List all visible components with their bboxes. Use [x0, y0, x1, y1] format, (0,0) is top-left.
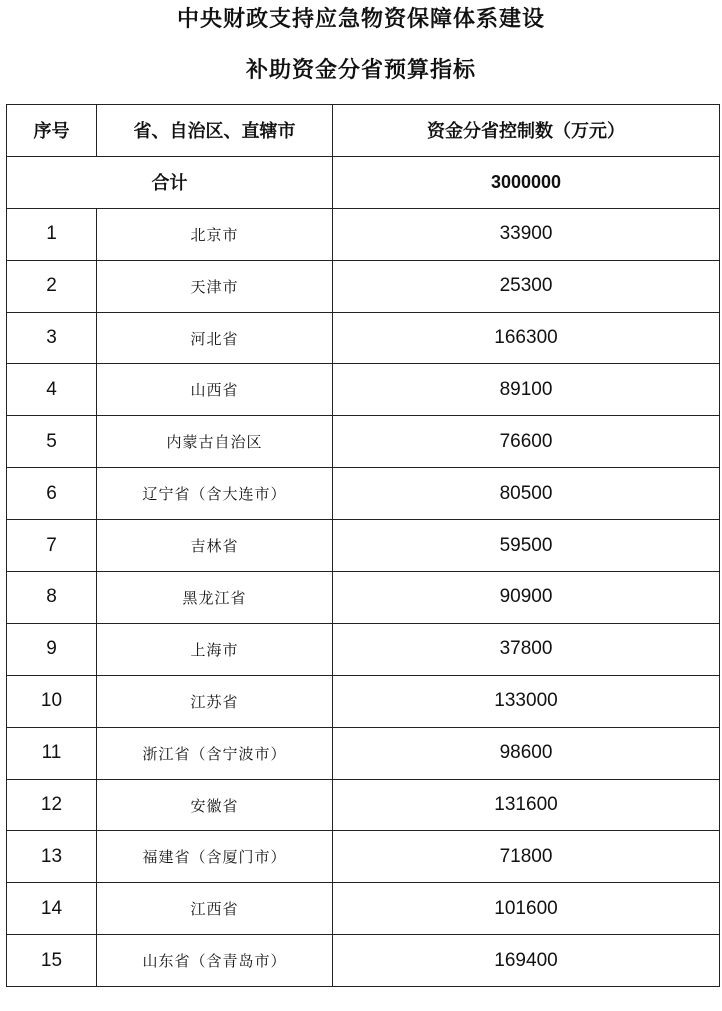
row-amount: 71800: [333, 831, 720, 883]
table-row: [7, 208, 720, 260]
row-index: 11: [7, 727, 97, 779]
row-amount: 90900: [333, 572, 720, 624]
row-province: 福建省（含厦门市）: [97, 831, 333, 883]
row-province: 河北省: [97, 312, 333, 364]
row-amount: 89100: [333, 364, 720, 416]
row-province: 内蒙古自治区: [97, 416, 333, 468]
row-index: 15: [7, 935, 97, 987]
table-row: [7, 675, 720, 727]
header-index: 序号: [7, 105, 97, 157]
table-row: [7, 572, 720, 624]
table-row: [7, 779, 720, 831]
row-province: 上海市: [97, 623, 333, 675]
row-province: 山东省（含青岛市）: [97, 935, 333, 987]
row-amount: 131600: [333, 779, 720, 831]
row-amount: 59500: [333, 520, 720, 572]
row-province: 安徽省: [97, 779, 333, 831]
table-row: [7, 883, 720, 935]
row-index: 4: [7, 364, 97, 416]
table-row: [7, 623, 720, 675]
table-row: [7, 312, 720, 364]
table-header-row: [7, 105, 720, 157]
row-province: 吉林省: [97, 520, 333, 572]
row-amount: 101600: [333, 883, 720, 935]
row-index: 5: [7, 416, 97, 468]
row-amount: 76600: [333, 416, 720, 468]
table-row: [7, 416, 720, 468]
row-index: 3: [7, 312, 97, 364]
row-index: 13: [7, 831, 97, 883]
total-label: 合计: [7, 156, 333, 208]
row-amount: 37800: [333, 623, 720, 675]
row-amount: 80500: [333, 468, 720, 520]
row-index: 2: [7, 260, 97, 312]
header-amount: 资金分省控制数（万元）: [333, 105, 720, 157]
row-index: 14: [7, 883, 97, 935]
table-row: [7, 727, 720, 779]
table-row: [7, 520, 720, 572]
row-province: 北京市: [97, 208, 333, 260]
row-province: 江西省: [97, 883, 333, 935]
row-amount: 169400: [333, 935, 720, 987]
document-title-line-1: 中央财政支持应急物资保障体系建设: [176, 7, 545, 32]
row-province: 辽宁省（含大连市）: [97, 468, 333, 520]
row-province: 黑龙江省: [97, 572, 333, 624]
row-index: 7: [7, 520, 97, 572]
row-index: 12: [7, 779, 97, 831]
table-row: [7, 468, 720, 520]
row-province: 山西省: [97, 364, 333, 416]
total-row: [7, 156, 720, 208]
row-amount: 98600: [333, 727, 720, 779]
table-row: [7, 364, 720, 416]
row-province: 天津市: [97, 260, 333, 312]
row-province: 江苏省: [97, 675, 333, 727]
table-row: [7, 260, 720, 312]
row-index: 9: [7, 623, 97, 675]
row-amount: 25300: [333, 260, 720, 312]
row-index: 6: [7, 468, 97, 520]
row-amount: 33900: [333, 208, 720, 260]
row-index: 8: [7, 572, 97, 624]
row-index: 10: [7, 675, 97, 727]
row-amount: 133000: [333, 675, 720, 727]
table-row: [7, 831, 720, 883]
row-index: 1: [7, 208, 97, 260]
document-title-line-2: 补助资金分省预算指标: [245, 58, 476, 83]
header-province: 省、自治区、直辖市: [97, 105, 333, 157]
table-row: [7, 935, 720, 987]
row-amount: 166300: [333, 312, 720, 364]
total-amount: 3000000: [333, 156, 720, 208]
budget-table: [6, 104, 720, 987]
row-province: 浙江省（含宁波市）: [97, 727, 333, 779]
